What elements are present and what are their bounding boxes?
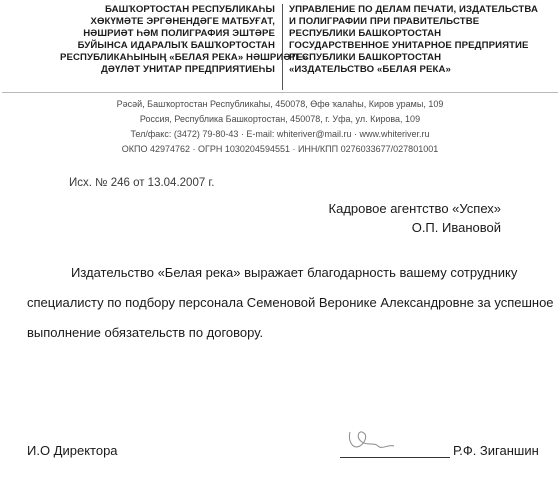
recipient-name: О.П. Ивановой [411,220,501,235]
body-line: специалисту по подбору персонала Семеновой Веронике Александровне за успешное [27,295,554,310]
signatory-name: Р.Ф. Зиганшин [453,443,539,458]
header-left-line: ДӘҮЛӘТ УНИТАР ПРЕДПРИЯТИЕҺЫ [100,64,275,75]
signatory-position: И.О Директора [27,443,118,458]
handwritten-signature [338,420,398,460]
contact-block [0,97,560,157]
header-right-line: РЕСПУБЛИКИ БАШКОРТОСТАН [289,52,442,63]
registration-codes: ОКПО 42974762 · ОГРН 1030204594551 · ИНН/КПП 0276033677/027801001 [121,144,439,154]
header-left-line: НӘШРИӘТ ҺӘМ ПОЛИГРАФИЯ ЭШТӘРЕ [83,28,275,39]
header-left-line: РЕСПУБЛИКАҺЫНЫҢ «БЕЛАЯ РЕКА» НӘШРИӘТЕ» [60,52,309,63]
signature-line [340,457,450,458]
header-bashkir-block [60,4,309,76]
header-left-line: БАШҠОРТОСТАН РЕСПУБЛИКАҺЫ [105,4,275,15]
address-bashkir: Рәсәй, Башҡортостан Республикаһы, 450078, Өфө ҡалаһы, Киров урамы, 109 [116,99,444,109]
header-divider [282,4,283,90]
recipient-block [329,199,501,237]
recipient-organization: Кадровое агентство «Успех» [328,201,501,216]
header-right-line: «ИЗДАТЕЛЬСТВО «БЕЛАЯ РЕКА» [289,64,451,75]
header-russian-block [289,4,559,76]
address-russian: Россия, Республика Башкортостан, 450078, г. Уфа, ул. Кирова, 109 [139,114,421,124]
header-left-line: ХӨКҮМӘТЕ ЭРГӘНЕНДӘГЕ МАТБУҒАТ, [90,16,275,27]
header-right-line: УПРАВЛЕНИЕ ПО ДЕЛАМ ПЕЧАТИ, ИЗДАТЕЛЬСТВА [289,4,538,15]
header-right-line: РЕСПУБЛИКИ БАШКОРТОСТАН [289,28,442,39]
header-right-line: И ПОЛИГРАФИИ ПРИ ПРАВИТЕЛЬСТВЕ [289,16,480,27]
phone-email-line: Тел/факс: (3472) 79-80-43 · E-mail: whiteriver@mail.ru · www.whiteriver.ru [130,129,430,139]
outgoing-number: Исх. № 246 от 13.04.2007 г. [69,177,215,189]
header-rule [2,92,558,93]
body-line: Издательство «Белая река» выражает благодарность вашему сотруднику [71,265,518,280]
header-left-line: БУЙЫНСА ИДАРАЛЫҠ БАШҠОРТОСТАН [77,40,275,51]
header-right-line: ГОСУДАРСТВЕННОЕ УНИТАРНОЕ ПРЕДПРИЯТИЕ [289,40,529,51]
body-line: выполнение обязательств по договору. [27,325,264,340]
letter-body [27,258,557,348]
